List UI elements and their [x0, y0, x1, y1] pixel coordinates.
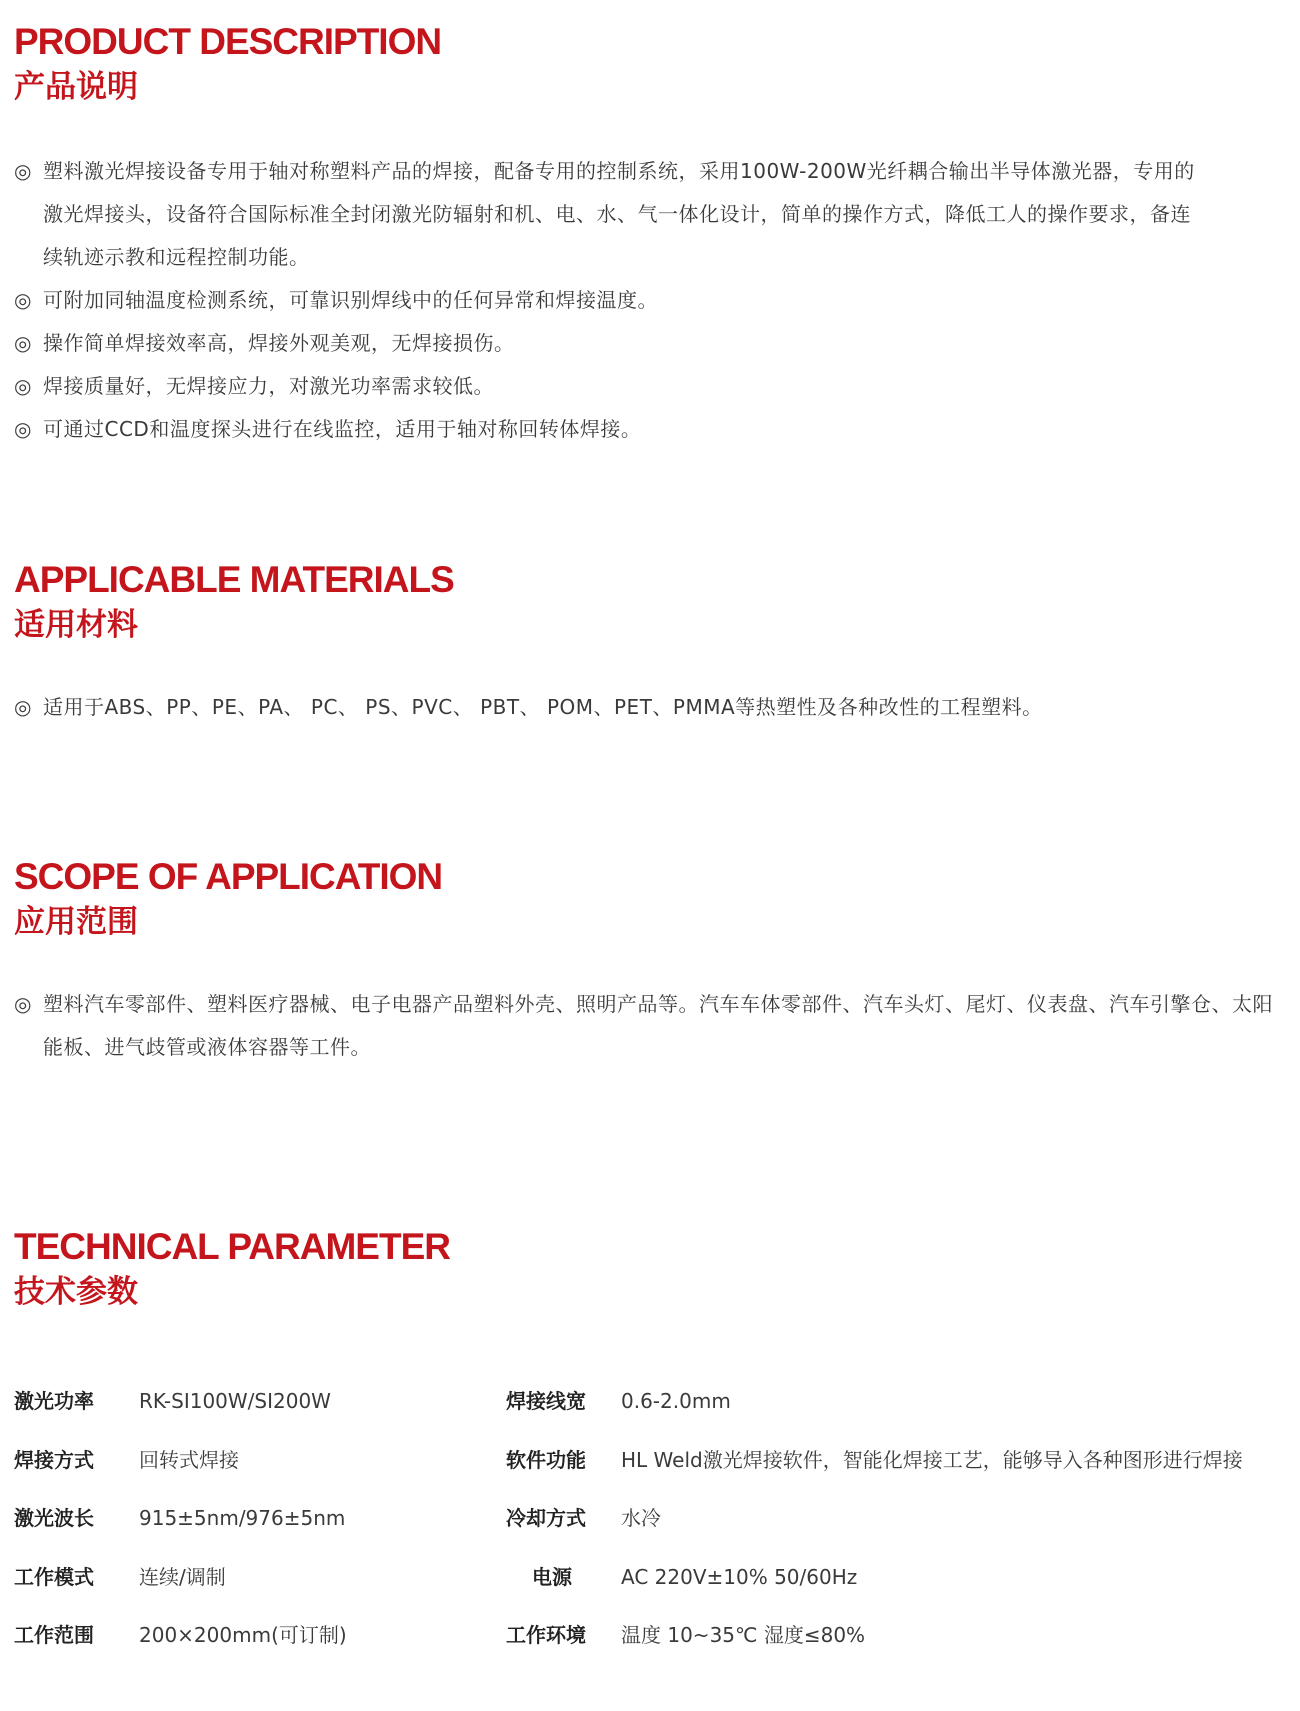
param-label: 工作环境	[506, 1623, 586, 1647]
bullet-icon: ◎	[14, 695, 32, 719]
table-row	[14, 1372, 1294, 1431]
scope-list	[14, 983, 1274, 1069]
section-title-en: TECHNICAL PARAMETER	[14, 1226, 450, 1267]
table-row	[14, 1489, 1294, 1548]
param-label: 电源	[532, 1564, 572, 1589]
param-value: 连续/调制	[139, 1564, 226, 1589]
section-scope-of-application	[14, 855, 1284, 1069]
param-value: RK-SI100W/SI200W	[139, 1389, 331, 1413]
param-value: 温度 10~35℃ 湿度≤80%	[621, 1623, 866, 1647]
list-item-text: 焊接质量好，无焊接应力，对激光功率需求较低。	[43, 374, 494, 398]
table-row	[14, 1548, 1294, 1607]
bullet-icon: ◎	[14, 331, 32, 355]
materials-list	[14, 686, 1284, 729]
list-item-text: 塑料激光焊接设备专用于轴对称塑料产品的焊接，配备专用的控制系统，采用100W-200W光纤耦合输出半导体激光器，专用的激光焊接头，设备符合国际标准全封闭激光防辐射和机、电、水、气一体化设计，简单的操作方式，降低工人的操作要求，备连续轨迹示教和远程控制功能。	[43, 159, 1195, 269]
param-label: 工作模式	[14, 1564, 94, 1589]
parameter-table	[14, 1372, 1294, 1665]
param-label: 工作范围	[14, 1623, 94, 1647]
param-value: 0.6-2.0mm	[621, 1389, 731, 1413]
list-item	[14, 150, 1209, 279]
section-title-en: APPLICABLE MATERIALS	[14, 559, 454, 600]
param-label: 冷却方式	[506, 1506, 586, 1530]
bullet-icon: ◎	[14, 374, 32, 398]
list-item	[14, 322, 1209, 365]
list-item-text: 塑料汽车零部件、塑料医疗器械、电子电器产品塑料外壳、照明产品等。汽车车体零部件、汽车头灯、尾灯、仪表盘、汽车引擎仓、太阳能板、进气歧管或液体容器等工件。	[43, 992, 1273, 1059]
table-row	[14, 1606, 1294, 1665]
param-value: AC 220V±10% 50/60Hz	[621, 1564, 858, 1589]
list-item-text: 可通过CCD和温度探头进行在线监控，适用于轴对称回转体焊接。	[43, 417, 642, 441]
param-value: HL Weld激光焊接软件，智能化焊接工艺，能够导入各种图形进行焊接	[621, 1447, 1243, 1472]
list-item-text: 操作简单焊接效率高，焊接外观美观，无焊接损伤。	[43, 331, 515, 355]
section-title-cn: 适用材料	[14, 607, 138, 643]
param-value: 915±5nm/976±5nm	[139, 1506, 346, 1530]
list-item	[14, 983, 1274, 1069]
description-list	[14, 150, 1209, 451]
bullet-icon: ◎	[14, 417, 32, 441]
param-value: 200×200mm(可订制)	[139, 1623, 347, 1647]
list-item	[14, 686, 1284, 729]
list-item-text: 可附加同轴温度检测系统，可靠识别焊线中的任何异常和焊接温度。	[43, 288, 658, 312]
list-item	[14, 365, 1209, 408]
bullet-icon: ◎	[14, 992, 32, 1016]
bullet-icon: ◎	[14, 159, 32, 183]
section-product-description	[14, 20, 1284, 451]
section-title-cn: 应用范围	[14, 904, 138, 940]
list-item	[14, 279, 1209, 322]
section-technical-parameter	[14, 1225, 1284, 1313]
section-title-cn: 技术参数	[14, 1274, 138, 1310]
list-item-text: 适用于ABS、PP、PE、PA、 PC、 PS、PVC、 PBT、 POM、PET、PMMA等热塑性及各种改性的工程塑料。	[43, 695, 1043, 719]
param-label: 焊接方式	[14, 1447, 94, 1472]
section-title-cn: 产品说明	[14, 69, 138, 105]
param-label: 激光波长	[14, 1506, 94, 1530]
section-title-en: SCOPE OF APPLICATION	[14, 856, 443, 897]
section-title-en: PRODUCT DESCRIPTION	[14, 21, 442, 62]
param-label: 焊接线宽	[506, 1389, 586, 1413]
bullet-icon: ◎	[14, 288, 32, 312]
section-applicable-materials	[14, 558, 1284, 729]
table-row	[14, 1431, 1294, 1490]
param-label: 软件功能	[506, 1447, 586, 1472]
param-label: 激光功率	[14, 1389, 94, 1413]
param-value: 回转式焊接	[139, 1447, 239, 1472]
list-item	[14, 408, 1209, 451]
param-value: 水冷	[621, 1506, 661, 1530]
